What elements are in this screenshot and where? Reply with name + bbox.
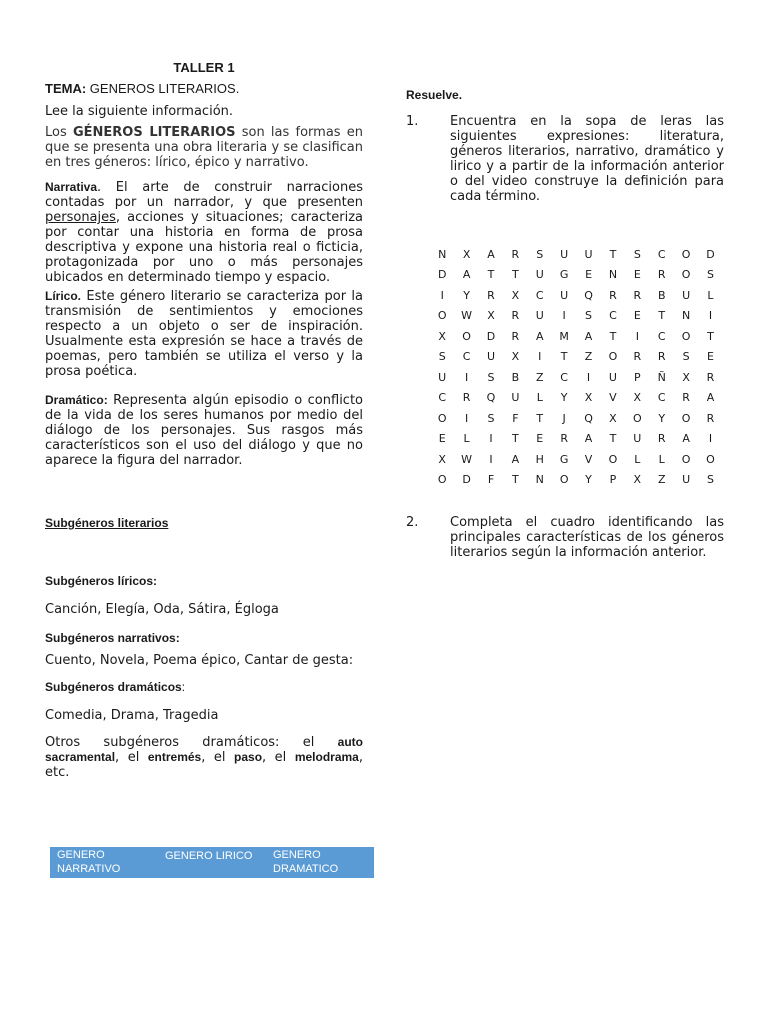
- otros-4: , el: [262, 750, 295, 765]
- word-search-letter: F: [512, 411, 519, 425]
- word-search-letter: S: [585, 309, 593, 323]
- word-search-letter: C: [462, 350, 471, 364]
- word-search-letter: T: [609, 247, 617, 261]
- otros-3: , el: [201, 750, 235, 765]
- otros-melodrama: melodrama: [294, 750, 359, 764]
- word-search-letter: Q: [584, 288, 593, 302]
- word-search-letter: C: [657, 329, 666, 343]
- word-search-letter: U: [608, 370, 617, 384]
- word-search-row: [430, 285, 723, 306]
- word-search-letter: Ñ: [657, 370, 666, 384]
- word-search-letter: X: [462, 247, 471, 261]
- word-search-letter: D: [437, 268, 447, 282]
- word-search-letter: N: [438, 247, 447, 261]
- word-search-letter: I: [708, 432, 713, 446]
- word-search-letter: O: [632, 411, 642, 425]
- word-search-letter: A: [462, 268, 471, 282]
- exercise-2: [406, 515, 724, 560]
- word-search-letter: B: [511, 370, 520, 384]
- word-search-letter: A: [535, 329, 544, 343]
- liricos-heading: Subgéneros líricos:: [45, 574, 158, 588]
- exercise-1-text: Encuentra en la sopa de leras las siguientes expresiones: literatura, géneros literarios, narrativo, dramático y lirico y a partir de la información anterior o del video construye la definición para cada término.: [450, 114, 724, 204]
- exercise-2-text: Completa el cuadro identificando las principales características de los géneros literarios según la información anterior.: [450, 515, 724, 560]
- word-search-row: [430, 306, 723, 327]
- word-search-letter: T: [512, 268, 519, 282]
- word-search-letter: O: [608, 452, 618, 466]
- word-search-letter: A: [706, 391, 715, 405]
- word-search-row: [430, 449, 723, 470]
- word-search-letter: O: [462, 329, 471, 343]
- word-search-letter: R: [633, 350, 642, 364]
- otros-2: , el: [115, 750, 148, 765]
- word-search-letter: X: [609, 411, 617, 425]
- word-search-letter: U: [535, 268, 544, 282]
- word-search-letter: E: [633, 309, 641, 323]
- word-search-letter: U: [560, 288, 569, 302]
- word-search-row: [430, 388, 723, 409]
- word-search-letter: C: [657, 247, 666, 261]
- generos-post: son las formas en que se presenta una obra literaria y se clasifican en tres géneros: lírico, épico y narrativo.: [45, 125, 364, 170]
- word-search-letter: Z: [584, 350, 593, 364]
- word-search-letter: L: [536, 391, 543, 405]
- word-search-letter: Q: [584, 411, 593, 425]
- word-search-letter: S: [536, 247, 544, 261]
- word-search-letter: T: [609, 432, 617, 446]
- word-search-letter: P: [609, 473, 617, 487]
- word-search-letter: R: [657, 350, 666, 364]
- table-col-dramatico: GENERO DRAMATICO: [273, 849, 339, 875]
- narrativa-underline: personajes: [45, 210, 116, 225]
- generos-bold: GÉNEROS LITERARIOS: [72, 125, 236, 140]
- word-search-letter: R: [511, 329, 520, 343]
- page-title: TALLER 1: [173, 60, 235, 75]
- word-search-letter: U: [438, 370, 447, 384]
- word-search-letter: C: [609, 309, 617, 323]
- word-search-letter: Z: [657, 473, 666, 487]
- word-search-letter: V: [584, 452, 593, 466]
- word-search-letter: A: [511, 452, 520, 466]
- word-search-letter: W: [461, 452, 473, 466]
- word-search-letter: U: [535, 309, 544, 323]
- word-search-letter: I: [464, 411, 469, 425]
- dramaticos-heading-line: [45, 680, 363, 694]
- word-search-letter: N: [681, 309, 691, 323]
- otros-1: Otros subgéneros dramáticos: el: [45, 735, 338, 750]
- word-search-letter: O: [681, 247, 691, 261]
- word-search-letter: U: [486, 350, 495, 364]
- word-search-letter: I: [440, 288, 444, 302]
- word-search-letter: S: [633, 247, 641, 261]
- word-search-letter: U: [560, 247, 569, 261]
- word-search-letter: B: [657, 288, 666, 302]
- word-search-letter: E: [585, 268, 593, 282]
- tema-label: TEMA:: [45, 81, 87, 96]
- otros-5: , etc.: [45, 750, 363, 780]
- exercise-1-number: 1.: [406, 114, 419, 129]
- subgeneros-heading: Subgéneros literarios: [45, 516, 169, 530]
- tema-value: GENEROS LITERARIOS.: [86, 81, 240, 96]
- otros-entremes: entremés: [147, 750, 202, 764]
- word-search-letter: O: [437, 309, 447, 323]
- dramatico-text: Representa algún episodio o conflicto de la vida de los seres humanos por medio del diálogo de los personajes. Sus rasgos más característicos son el uso del diálogo y que no aparece la figura del narrador.: [45, 393, 363, 468]
- word-search-letter: T: [560, 350, 568, 364]
- word-search-letter: M: [559, 329, 569, 343]
- word-search-letter: N: [535, 473, 544, 487]
- table-col-lirico: GENERO LIRICO: [165, 850, 253, 862]
- narrativa-text1: . El arte de construir narraciones contadas por un narrador, y que presenten: [45, 180, 363, 210]
- word-search-letter: R: [706, 370, 715, 384]
- word-search-letter: O: [437, 473, 447, 487]
- word-search-letter: Z: [535, 370, 544, 384]
- word-search-letter: T: [536, 411, 544, 425]
- tema-line: [45, 81, 363, 96]
- word-search-letter: S: [487, 370, 495, 384]
- word-search-row: [430, 265, 723, 286]
- word-search-letter: Y: [585, 473, 592, 487]
- intro-text: Lee la siguiente información.: [45, 104, 234, 119]
- dramaticos-colon: :: [181, 680, 186, 694]
- generos-paragraph: [45, 125, 363, 170]
- word-search-letter: I: [489, 432, 493, 446]
- word-search-letter: O: [706, 452, 715, 466]
- word-search-letter: X: [511, 288, 520, 302]
- word-search-letter: U: [511, 391, 520, 405]
- word-search-letter: C: [535, 288, 544, 302]
- word-search-letter: A: [584, 329, 593, 343]
- word-search-letter: R: [657, 268, 666, 282]
- word-search-letter: R: [706, 411, 715, 425]
- word-search-letter: T: [512, 473, 519, 487]
- word-search-letter: N: [608, 268, 618, 282]
- generos-pre: Los: [45, 125, 73, 140]
- word-search-letter: Q: [486, 391, 496, 405]
- word-search-letter: I: [562, 309, 566, 323]
- word-search-letter: X: [584, 391, 593, 405]
- otros-paso: paso: [234, 750, 263, 764]
- word-search-letter: A: [682, 432, 690, 446]
- word-search-letter: C: [438, 391, 447, 405]
- word-search-letter: X: [633, 391, 642, 405]
- word-search-letter: H: [535, 452, 544, 466]
- resuelve-heading: Resuelve.: [406, 88, 463, 102]
- word-search-letter: G: [559, 452, 569, 466]
- word-search-letter: T: [512, 432, 519, 446]
- word-search-letter: C: [560, 370, 568, 384]
- otros-auto-sacramental: auto sacramental: [45, 735, 363, 764]
- word-search-letter: E: [438, 432, 446, 446]
- word-search-letter: T: [609, 329, 617, 343]
- word-search-letter: O: [681, 329, 691, 343]
- word-search-letter: S: [487, 411, 495, 425]
- word-search-letter: I: [635, 329, 639, 343]
- word-search-letter: X: [633, 473, 642, 487]
- otros-paragraph: [45, 735, 363, 780]
- word-search-letter: W: [461, 309, 473, 323]
- lirico-text: Este género literario se caracteriza por la transmisión de sentimientos y emociones respecto a un objeto o ser de inspiración. Usualmente esta expresión se hace a través de poemas, pero también se utiliza el verso y la prosa poética.: [45, 289, 363, 379]
- word-search-letter: T: [487, 268, 495, 282]
- word-search-letter: A: [487, 247, 495, 261]
- word-search-letter: E: [536, 432, 544, 446]
- word-search-letter: O: [681, 268, 691, 282]
- word-search-letter: R: [682, 391, 690, 405]
- word-search-letter: T: [658, 309, 666, 323]
- word-search-letter: L: [634, 452, 641, 466]
- word-search-letter: S: [707, 268, 714, 282]
- word-search-letter: L: [707, 288, 714, 302]
- word-search-letter: L: [658, 452, 665, 466]
- word-search-letter: A: [584, 432, 593, 446]
- genres-table-header: [50, 847, 374, 878]
- word-search-letter: O: [681, 452, 691, 466]
- word-search-letter: J: [562, 411, 566, 425]
- word-search-letter: I: [464, 370, 469, 384]
- word-search-letter: O: [681, 411, 691, 425]
- word-search-letter: R: [511, 247, 520, 261]
- word-search-letter: P: [634, 370, 641, 384]
- word-search-letter: Y: [658, 411, 666, 425]
- word-search-letter: S: [707, 473, 714, 487]
- word-search-letter: E: [707, 350, 714, 364]
- word-search-row: [430, 244, 723, 265]
- narrativa-paragraph: [45, 180, 363, 285]
- word-search-grid: [430, 244, 723, 490]
- word-search-letter: R: [609, 288, 617, 302]
- dramatico-label: Dramático:: [45, 393, 108, 407]
- dramatico-paragraph: [45, 393, 363, 468]
- word-search-row: [430, 347, 723, 368]
- word-search-letter: R: [560, 432, 568, 446]
- word-search-letter: G: [559, 268, 569, 282]
- dramaticos-heading: Subgéneros dramáticos: [45, 680, 182, 694]
- word-search-letter: R: [487, 288, 495, 302]
- word-search-letter: U: [682, 288, 691, 302]
- word-search-letter: X: [438, 329, 446, 343]
- lirico-label: Lírico.: [45, 289, 82, 303]
- word-search-row: [430, 326, 723, 347]
- word-search-letter: T: [707, 329, 714, 343]
- narrativa-text2: , acciones y situaciones; caracteriza por contar una historia en forma de prosa descriptiva y expone una historia real o ficticia, protagonizada por uno o más personajes ubicados en determinado tiempo y espacio.: [45, 210, 363, 285]
- exercise-2-number: 2.: [406, 515, 419, 530]
- word-search-letter: R: [511, 309, 520, 323]
- word-search-letter: I: [586, 370, 591, 384]
- exercise-1: [406, 114, 724, 204]
- narrativos-heading: Subgéneros narrativos:: [45, 631, 180, 645]
- word-search-letter: U: [633, 432, 642, 446]
- lirico-paragraph: [45, 289, 363, 379]
- word-search-letter: D: [462, 473, 471, 487]
- word-search-letter: F: [487, 473, 495, 487]
- right-column: [406, 88, 724, 204]
- word-search-row: [430, 408, 723, 429]
- word-search-row: [430, 429, 723, 450]
- word-search-row: [430, 470, 723, 491]
- liricos-list: Canción, Elegía, Oda, Sátira, Égloga: [45, 602, 279, 617]
- word-search-letter: X: [438, 452, 446, 466]
- word-search-letter: S: [682, 350, 690, 364]
- narrativos-list: Cuento, Novela, Poema épico, Cantar de gesta:: [45, 653, 354, 668]
- word-search-letter: D: [486, 329, 496, 343]
- word-search-letter: I: [708, 309, 713, 323]
- table-col-narrativo: GENERO NARRATIVO: [57, 849, 121, 875]
- word-search-letter: U: [584, 247, 593, 261]
- word-search-letter: L: [463, 432, 470, 446]
- word-search-letter: Y: [463, 288, 470, 302]
- word-search-letter: O: [437, 411, 447, 425]
- left-column: [45, 60, 363, 780]
- word-search-letter: O: [559, 473, 569, 487]
- narrativa-label: Narrativa: [45, 180, 98, 194]
- word-search-letter: S: [438, 350, 446, 364]
- word-search-letter: Y: [560, 391, 568, 405]
- dramaticos-list: Comedia, Drama, Tragedia: [45, 708, 219, 723]
- word-search-letter: O: [608, 350, 618, 364]
- word-search-letter: R: [633, 288, 642, 302]
- word-search-row: [430, 367, 723, 388]
- word-search-letter: X: [682, 370, 690, 384]
- word-search-letter: I: [538, 350, 542, 364]
- word-search-letter: R: [462, 391, 471, 405]
- word-search-letter: I: [489, 452, 493, 466]
- word-search-letter: C: [657, 391, 666, 405]
- word-search-letter: R: [657, 432, 666, 446]
- word-search-letter: U: [682, 473, 691, 487]
- word-search-letter: X: [511, 350, 520, 364]
- word-search-letter: X: [487, 309, 495, 323]
- word-search-letter: V: [609, 391, 617, 405]
- word-search-letter: D: [706, 247, 715, 261]
- word-search-letter: E: [633, 268, 641, 282]
